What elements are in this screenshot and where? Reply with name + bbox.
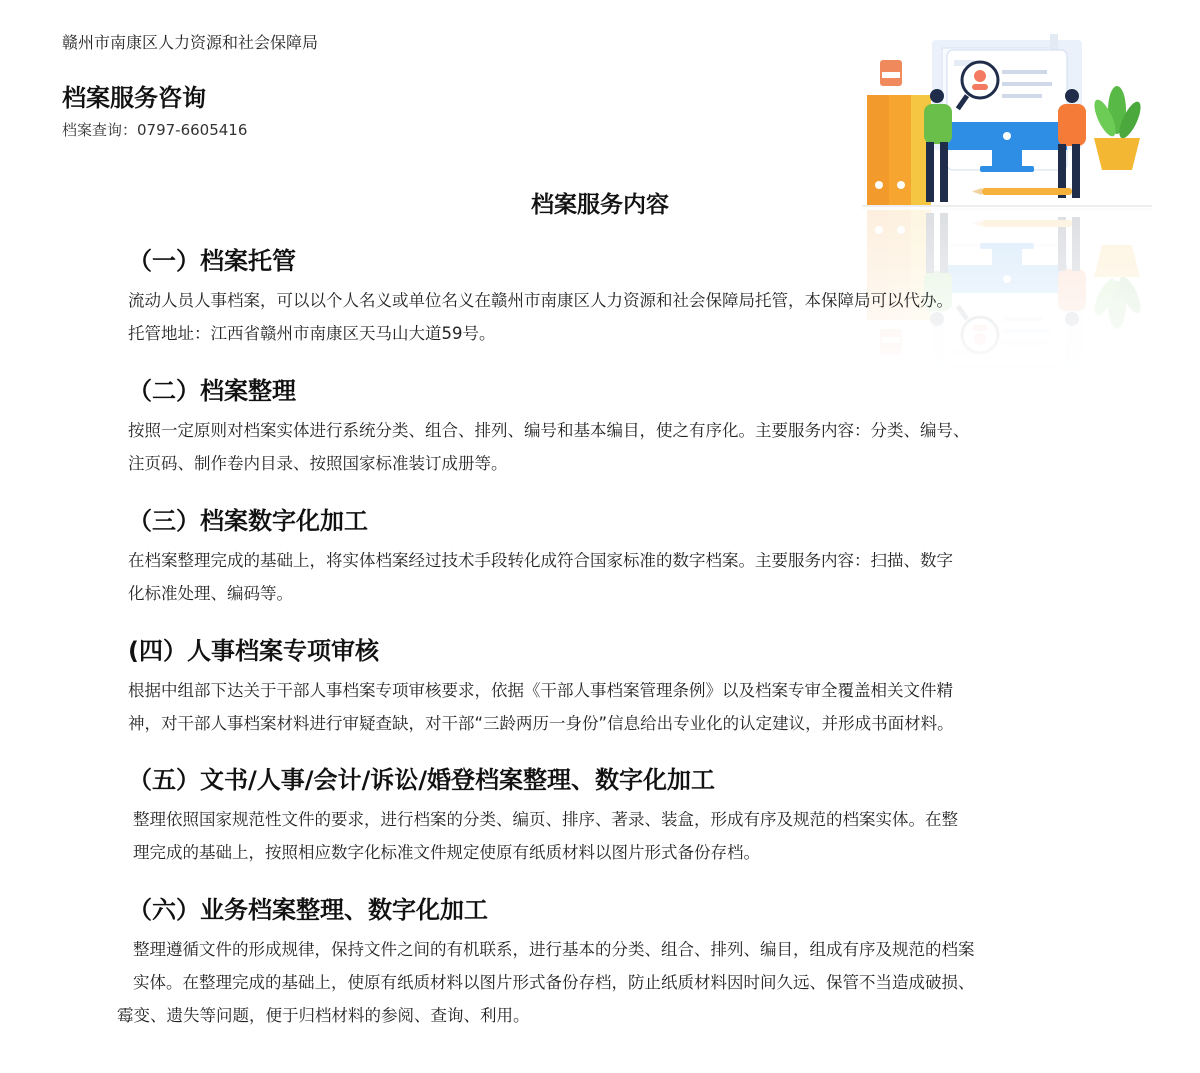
section-title: （三）档案数字化加工: [128, 507, 368, 535]
section-title: （五）文书/人事/会计/诉讼/婚登档案整理、数字化加工: [128, 766, 716, 794]
section-title: (四）人事档案专项审核: [128, 637, 379, 665]
section-body: 流动人员人事档案，可以以个人名义或单位名义在赣州市南康区人力资源和社会保障局托管，本保障局可以代办。 托管地址：江西省赣州市南康区天马山大道59号。: [128, 291, 953, 343]
section-business-archives: [117, 893, 1088, 1032]
section-body: 在档案整理完成的基础上，将实体档案经过技术手段转化成符合国家标准的数字档案。主要服务内容：扫描、数字 化标准处理、编码等。: [128, 551, 953, 603]
section-title: （一）档案托管: [128, 247, 296, 275]
contact-phone: 档案查询：0797-6605416: [62, 121, 248, 139]
section-body: 整理依照国家规范性文件的要求，进行档案的分类、编页、排序、著录、装盒，形成有序及规范的档案实体。在整 理完成的基础上，按照相应数字化标准文件规定使原有纸质材料以图片形式备份存档。: [133, 810, 958, 862]
content-title: 档案服务内容: [531, 192, 669, 218]
section-archive-custody: [128, 244, 1088, 350]
section-body: 整理遵循文件的形成规律，保持文件之间的有机联系，进行基本的分类、组合、排列、编目，组成有序及规范的档案 实体。在整理完成的基础上，使原有纸质材料以图片形式备份存档，防止纸质材料因时间久远、保管不当造成破损、 霉变、遗失等问题，便于归档材料的参阅、查询、利用。: [117, 940, 975, 1025]
service-title: 档案服务咨询: [62, 84, 206, 112]
section-body: 按照一定原则对档案实体进行系统分类、组合、排列、编号和基本编目，使之有序化。主要服务内容：分类、编号、 注页码、制作卷内目录、按照国家标准装订成册等。: [128, 421, 970, 473]
org-name: 赣州市南康区人力资源和社会保障局: [62, 33, 319, 52]
section-digitization: [128, 504, 1088, 610]
section-personnel-review: [128, 634, 1088, 740]
section-body: 根据中组部下达关于干部人事档案专项审核要求，依据《干部人事档案管理条例》以及档案专审全覆盖相关文件精 神，对干部人事档案材料进行审疑查缺，对干部“三龄两历一身份”信息给出专业化的认定建议，并形成书面材料。: [128, 681, 954, 733]
section-title: （二）档案整理: [128, 377, 296, 405]
section-document-archives: [128, 763, 1088, 869]
section-title: （六）业务档案整理、数字化加工: [128, 896, 488, 924]
section-archive-sorting: [128, 374, 1088, 480]
